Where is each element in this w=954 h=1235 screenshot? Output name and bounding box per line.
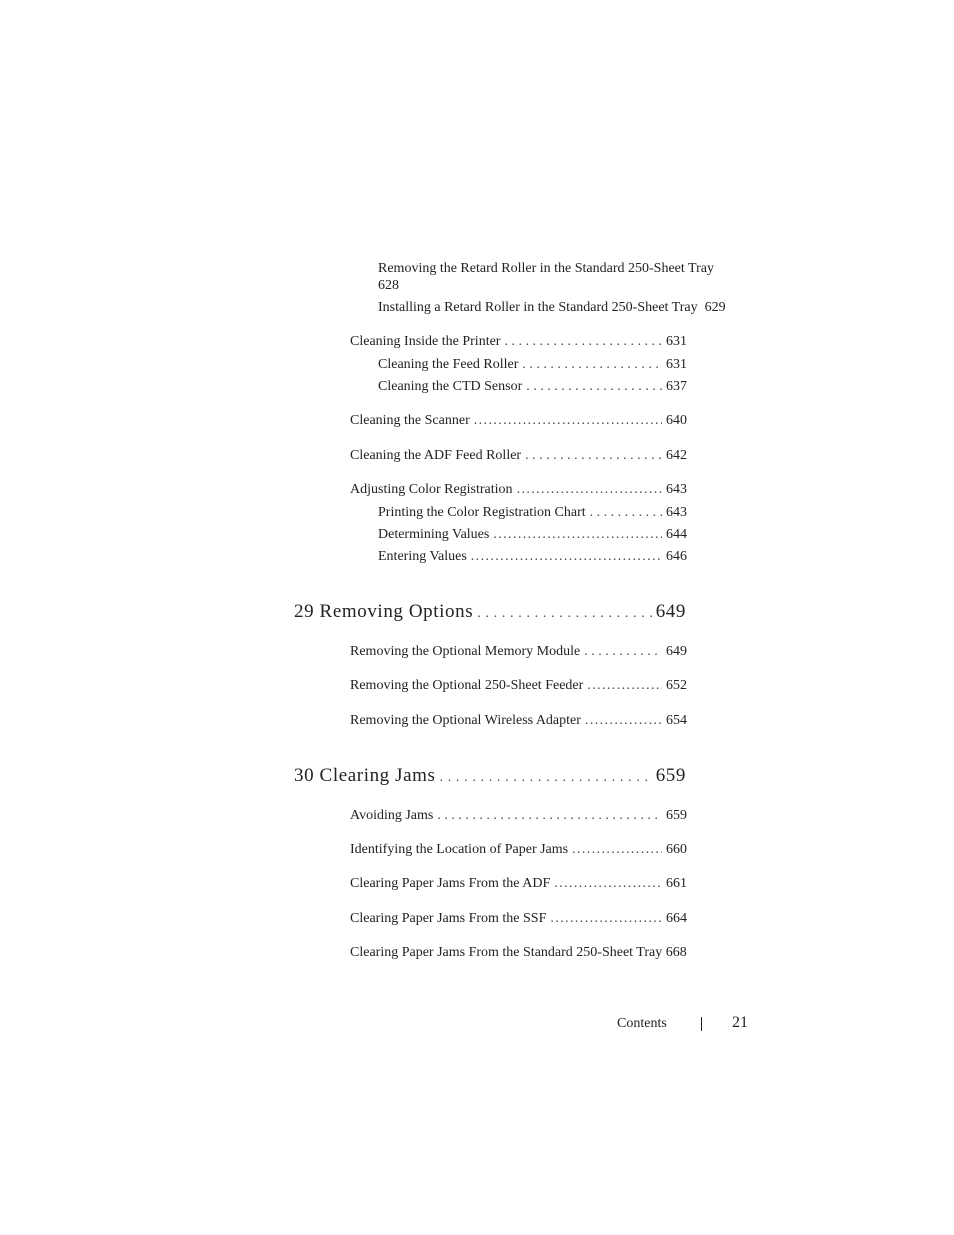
toc-entry-title: Removing the Optional Wireless Adapter: [350, 713, 581, 728]
toc-entry-page: 643: [666, 482, 687, 497]
toc-entry-page: 644: [666, 527, 687, 542]
toc-entry-page: 629: [704, 300, 726, 315]
toc-entry-cleaning-inside-printer: [350, 333, 687, 350]
toc-entry-page: 664: [666, 911, 687, 926]
toc-entry-page: 643: [666, 505, 687, 520]
toc-entry-title: Cleaning the Feed Roller: [378, 357, 519, 372]
toc-entry-title: Cleaning Inside the Printer: [350, 334, 501, 349]
toc-entry-removing-wireless-adapter: [350, 712, 687, 729]
toc-leader: [504, 333, 662, 350]
toc-entry-title: Installing a Retard Roller in the Standard 250-Sheet Tray: [378, 300, 698, 315]
toc-entry-retard-roller-removal: [378, 260, 714, 294]
toc-leader: [440, 769, 652, 786]
toc-entry-page: 640: [666, 413, 687, 428]
toc-entry-page: 646: [666, 549, 687, 564]
toc-entry-title: Entering Values: [378, 549, 467, 564]
toc-leader: [471, 548, 662, 565]
footer-page-number: 21: [732, 1014, 748, 1031]
toc-entry-title: Adjusting Color Registration: [350, 482, 513, 497]
toc-entry-clearing-jams-ssf: [350, 910, 687, 927]
toc-leader: [493, 526, 662, 543]
toc-chapter-30: [294, 767, 686, 786]
toc-chapter-page: 659: [655, 765, 686, 786]
toc-entry-page: 652: [666, 678, 687, 693]
toc-leader: [587, 677, 662, 694]
toc-entry-cleaning-adf-feed-roller: [350, 447, 687, 464]
toc-leader: [517, 481, 662, 498]
toc-entry-entering-values: [378, 548, 687, 565]
toc-entry-title: Clearing Paper Jams From the SSF: [350, 911, 547, 926]
toc-entry-removing-memory-module: [350, 643, 687, 660]
toc-entry-page: 628: [378, 278, 399, 293]
toc-entry-page: 659: [666, 808, 687, 823]
toc-leader: [590, 504, 662, 521]
toc-entry-page: 631: [666, 357, 687, 372]
toc-leader: [572, 841, 662, 858]
toc-entry-cleaning-feed-roller: [378, 356, 687, 373]
toc-leader: [550, 910, 662, 927]
toc-leader: [474, 412, 662, 429]
toc-chapter-title: 29 Removing Options: [294, 601, 474, 622]
toc-chapter-29: [294, 603, 686, 622]
toc-entry-title: Clearing Paper Jams From the ADF: [350, 876, 551, 891]
toc-entry-page: 649: [666, 644, 687, 659]
toc-entry-title: Removing the Retard Roller in the Standard 250-Sheet Tray: [378, 261, 714, 276]
toc-entry-title: Cleaning the CTD Sensor: [378, 379, 523, 394]
toc-leader: [554, 875, 662, 892]
toc-entry-page: 660: [666, 842, 687, 857]
toc-entry-title: Avoiding Jams: [350, 808, 434, 823]
toc-chapter-title: 30 Clearing Jams: [294, 765, 436, 786]
toc-leader: [437, 807, 662, 824]
toc-leader: [585, 712, 662, 729]
toc-entry-title: Removing the Optional 250-Sheet Feeder: [350, 678, 584, 693]
toc-chapter-page: 649: [655, 601, 686, 622]
toc-leader: [522, 356, 662, 373]
toc-leader: [525, 447, 662, 464]
toc-entry-adjusting-color-registration: [350, 481, 687, 498]
toc-entry-identifying-jam-location: [350, 841, 687, 858]
toc-entry-title: Identifying the Location of Paper Jams: [350, 842, 569, 857]
toc-leader: [477, 605, 651, 622]
toc-entry-title: Cleaning the ADF Feed Roller: [350, 448, 522, 463]
toc-entry-printing-registration-chart: [378, 504, 687, 521]
footer-divider: [701, 1017, 702, 1031]
toc-leader: [526, 378, 662, 395]
toc-entry-page: 661: [666, 876, 687, 891]
toc-entry-title: Printing the Color Registration Chart: [378, 505, 586, 520]
toc-entry-page: 654: [666, 713, 687, 728]
toc-entry-page: 642: [666, 448, 687, 463]
toc-entry-title: Cleaning the Scanner: [350, 413, 470, 428]
toc-leader: [584, 643, 662, 660]
toc-entry-clearing-jams-standard-tray: [350, 944, 687, 961]
toc-entry-removing-250-sheet-feeder: [350, 677, 687, 694]
toc-entry-title: Clearing Paper Jams From the Standard 250-Sheet Tray: [350, 945, 663, 960]
toc-entry-page: 668: [665, 945, 687, 960]
toc-entry-determining-values: [378, 526, 687, 543]
toc-entry-title: Removing the Optional Memory Module: [350, 644, 581, 659]
toc-entry-page: 637: [666, 379, 687, 394]
footer-section-label: Contents: [617, 1016, 667, 1031]
toc-entry-clearing-jams-adf: [350, 875, 687, 892]
toc-entry-cleaning-scanner: [350, 412, 687, 429]
toc-entry-avoiding-jams: [350, 807, 687, 824]
toc-entry-page: 631: [666, 334, 687, 349]
toc-entry-title: Determining Values: [378, 527, 490, 542]
toc-entry-cleaning-ctd-sensor: [378, 378, 687, 395]
toc-entry-retard-roller-install: [378, 299, 726, 316]
